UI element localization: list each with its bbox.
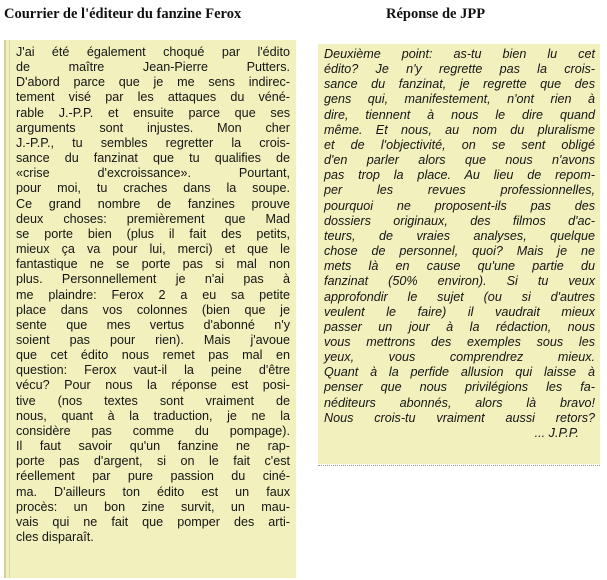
reply-signature: ... J.P.P.: [534, 425, 579, 440]
letter-text-line: procès: un bon zine survit, un mau-: [16, 499, 290, 514]
reply-text-line: mets là en cause qu'une partie du: [324, 259, 595, 274]
reply-text-line: néditeurs abonnés, alors là bravo!: [324, 395, 595, 410]
letter-text-line: rable J.-P.P. et ensuite parce que ses: [16, 105, 290, 120]
reply-text-line: pas trop la place. Au lieu de repom-: [324, 168, 595, 183]
reply-text-line: chose de personnel, quoi? Mais je ne: [324, 244, 595, 259]
letter-text-line: tive (nos textes sont vraiment de: [16, 393, 290, 408]
letter-text-line: me plaindre: Ferox 2 a eu sa petite: [16, 287, 290, 302]
letter-text-line: deux choses: premièrement que Mad: [16, 211, 290, 226]
reply-text-line: veulent le faire) il vaudrait mieux: [324, 304, 595, 319]
letter-text-line: ma. D'ailleurs ton édito est un faux: [16, 484, 290, 499]
reply-text-line: approfondir le sujet (ou si d'autres: [324, 289, 595, 304]
reply-heading: Réponse de JPP: [386, 6, 486, 22]
reply-text-line: fanzinat (50% environ). Si tu veux: [324, 274, 595, 289]
reply-text-line: dossiers originaux, des filmos d'ac-: [324, 213, 595, 228]
reply-text-line: per les revues professionnelles,: [324, 183, 595, 198]
reader-letter-clipping: [4, 40, 296, 578]
letter-text-line: soient pas pour rien). Mais j'avoue: [16, 332, 290, 347]
letter-text-line: réellement par pure passion du ciné-: [16, 469, 290, 484]
letter-text-line: «crise d'excroissance». Pourtant,: [16, 166, 290, 181]
letter-text-line: D'abord parce que je me sens indirec-: [16, 75, 290, 90]
reply-text-line: passer un jour à la rédaction, nous: [324, 319, 595, 334]
letter-text-line: vais qui ne fait que pomper des arti-: [16, 514, 290, 529]
reply-text-line: vous mettrons des exemples sous les: [324, 334, 595, 349]
letter-text-line: considère pas comme du pompage).: [16, 423, 290, 438]
reply-text-line: édito? Je n'y regrette pas la crois-: [324, 62, 595, 77]
letter-text-line: fantastique ne se porte pas si mal non: [16, 257, 290, 272]
letter-heading: Courrier de l'éditeur du fanzine Ferox: [4, 6, 242, 22]
letter-text-line: question: Ferox vaut-il la peine d'être: [16, 363, 290, 378]
reply-text-line: et de l'objectivité, on se sent obligé: [324, 137, 595, 152]
reply-text-line: Deuxième point: as-tu bien lu cet: [324, 47, 595, 61]
reply-text-line: teurs, de vraies analyses, quelque: [324, 228, 595, 243]
letter-text-line: que cet édito nous remet pas mal en: [16, 348, 290, 363]
letter-text-line: Ce grand nombre de fanzines prouve: [16, 196, 290, 211]
letter-text-line: de maître Jean-Pierre Putters.: [16, 60, 290, 75]
reply-text-line: sance du fanzinat, je regrette que des: [324, 77, 595, 92]
letter-text-line: se porte bien (plus il fait des petits,: [16, 226, 290, 241]
reply-text-line: Quant à la perfide allusion qui laisse à: [324, 365, 595, 380]
letter-text-line: sance du fanzinat que tu qualifies de: [16, 151, 290, 166]
letter-text-line: sente que mes vertus d'abonné n'y: [16, 317, 290, 332]
reply-text-line: yeux, vous comprendrez mieux.: [324, 350, 595, 365]
letter-text-line: mieux ça va pour lui, merci) et que le: [16, 242, 290, 257]
reply-text-line: penser que nous privilégions les fa-: [324, 380, 595, 395]
reply-text-line: pourquoi ne proposent-ils pas des: [324, 198, 595, 213]
reply-text-line: même. Et nous, au nom du pluralisme: [324, 122, 595, 137]
reply-text-line: dire, tiennent à nous le dire quand: [324, 107, 595, 122]
letter-text-line: nous, quant à la traduction, je ne la: [16, 408, 290, 423]
letter-text-line: vécu? Pour nous la réponse est posi-: [16, 378, 290, 393]
letter-text-line: Il faut savoir qu'un fanzine ne rap-: [16, 439, 290, 454]
letter-text-line: plus. Personnellement je n'ai pas à: [16, 272, 290, 287]
letter-text-line: J.-P.P., tu sembles regretter la crois-: [16, 135, 290, 150]
reply-text-line: Nous crois-tu vraiment aussi retors?: [324, 410, 595, 425]
letter-text-line: tement visé par les attaques du véné-: [16, 90, 290, 105]
clipping-edge-divider: [9, 40, 10, 578]
letter-text-line: arguments sont injustes. Mon cher: [16, 120, 290, 135]
letter-text-line: place dans vos colonnes (bien que je: [16, 302, 290, 317]
letter-text-line: porte pas d'argent, si on le fait c'est: [16, 454, 290, 469]
letter-text-line: J'ai été également choqué par l'édito: [16, 45, 290, 59]
letter-text-line: pour moi, tu craches dans la soupe.: [16, 181, 290, 196]
editor-reply-clipping: [318, 44, 600, 464]
reply-text-line: gens qui, manifestement, n'ont rien à: [324, 92, 595, 107]
letter-text-line: cles disparaît.: [16, 530, 94, 544]
reply-text-line: d'en parler alors que nous n'avons: [324, 153, 595, 168]
